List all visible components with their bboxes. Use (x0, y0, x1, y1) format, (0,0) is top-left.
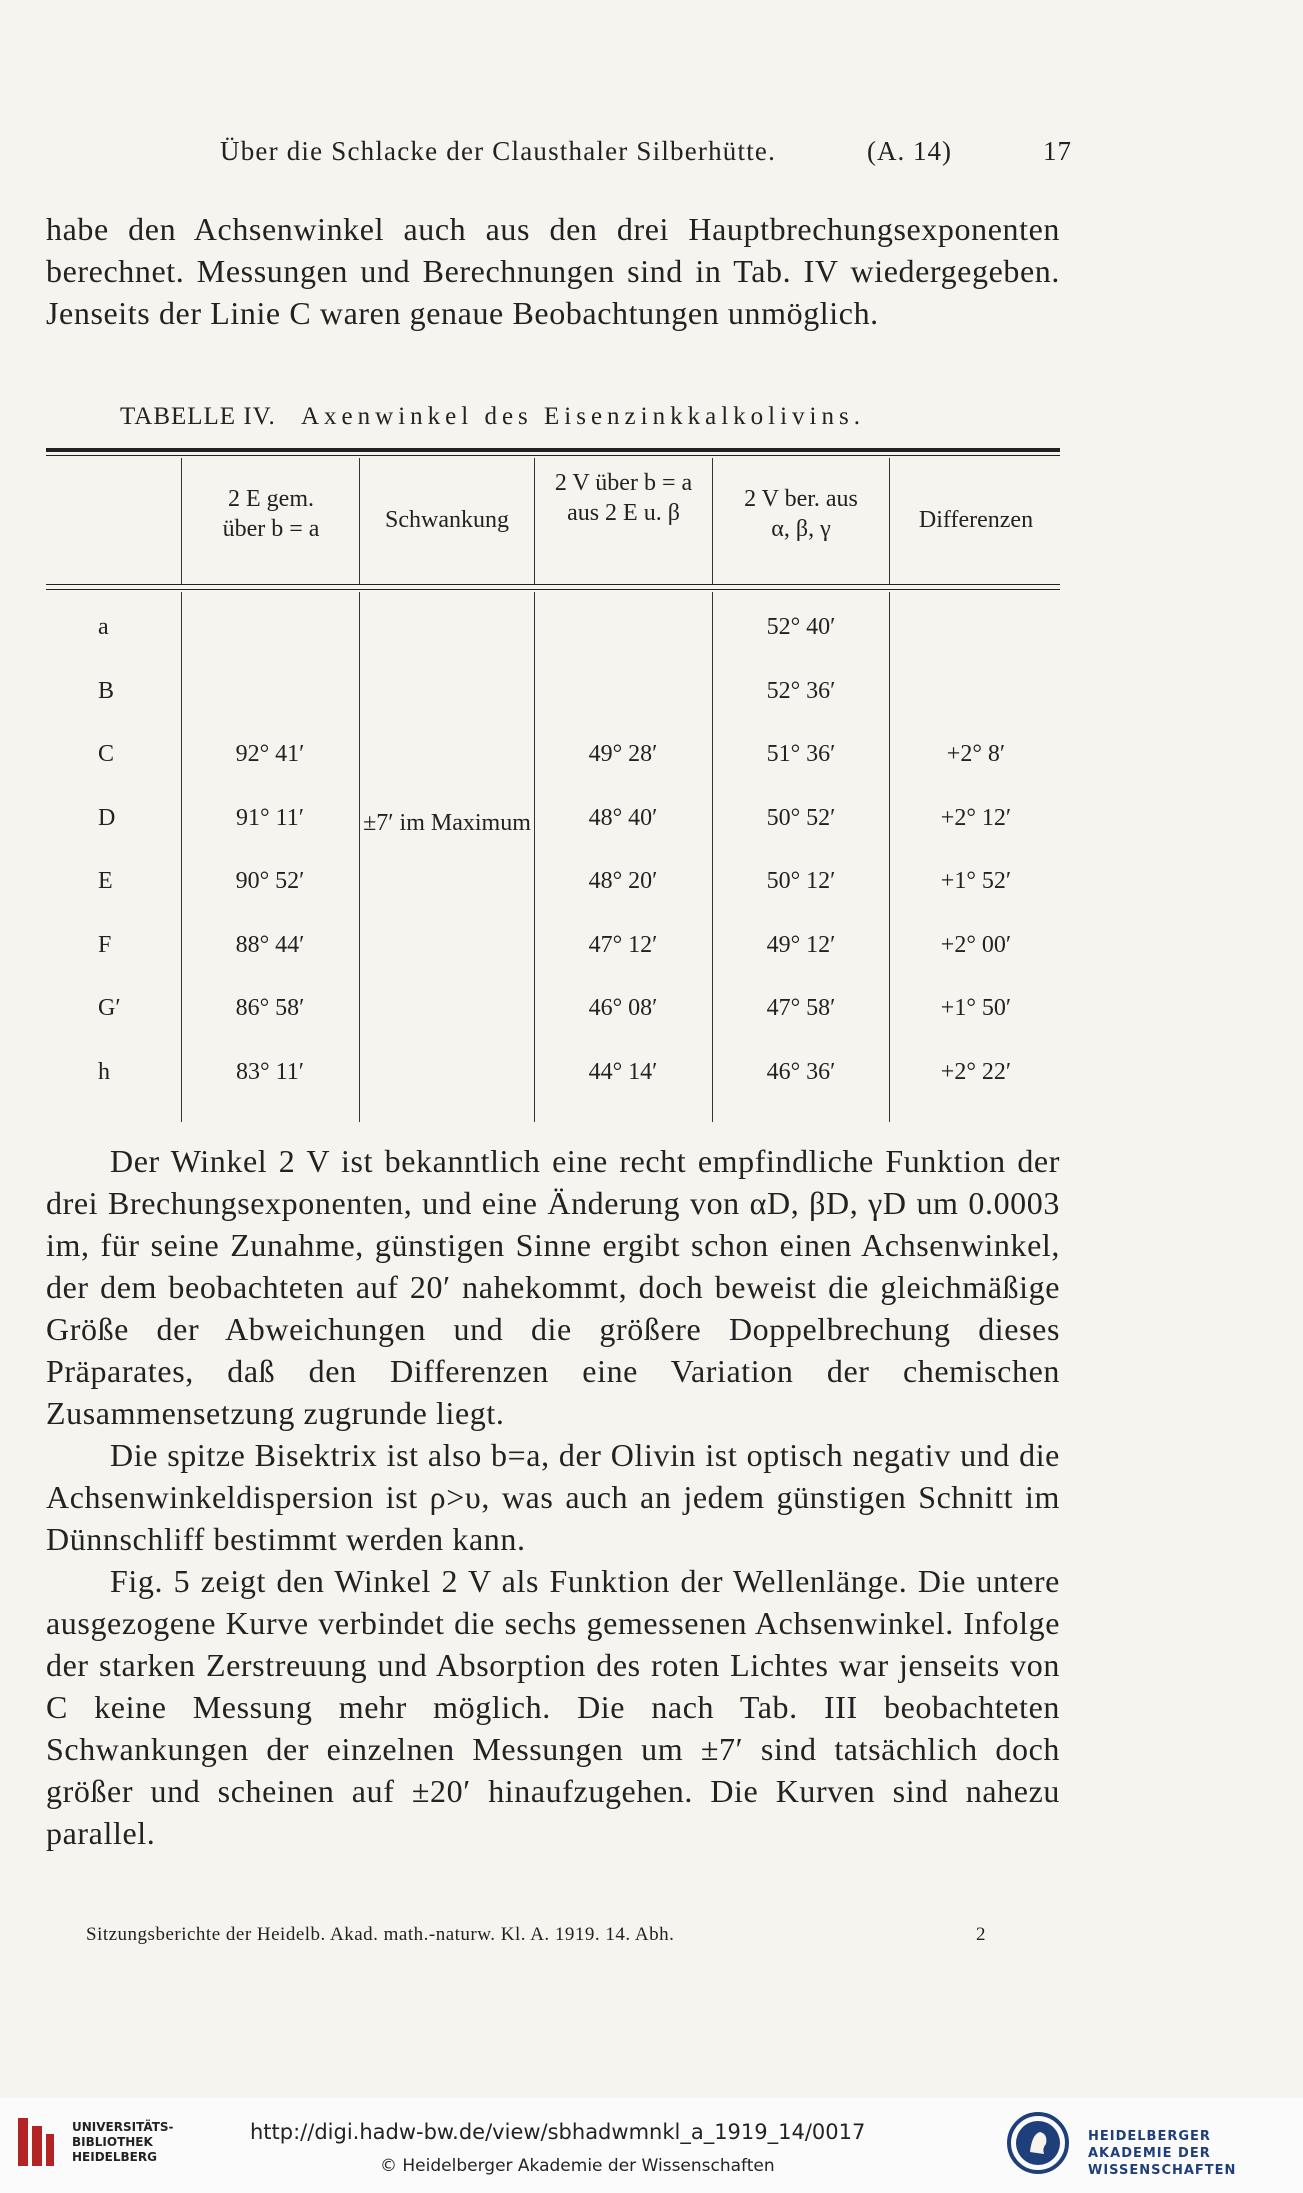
cell-2v-ber: 50° 52′ (766, 804, 836, 831)
row-label: h (98, 1058, 110, 1085)
cell-differenz: +1° 52′ (940, 868, 1012, 894)
cell-2v-aus-2e: 48° 40′ (588, 804, 658, 831)
table-top-rule-thin (46, 455, 1060, 456)
col-divider (359, 458, 360, 584)
cell-2v-aus-2e: 44° 14′ (588, 1058, 658, 1085)
table-top-rule (46, 448, 1060, 452)
cell-2e: 86° 58′ (235, 995, 305, 1021)
copyright-notice: © Heidelberger Akademie der Wissenschaften (380, 2156, 775, 2176)
table-caption-label: TABELLE IV. (120, 403, 276, 430)
body-text (46, 1140, 1060, 1854)
academy-name: HEIDELBERGER AKADEMIE DER WISSENSCHAFTEN (1088, 2129, 1237, 2178)
col-divider (712, 592, 713, 1122)
cell-2e: 90° 52′ (235, 868, 305, 894)
cell-2v-ber: 52° 36′ (766, 677, 836, 704)
cell-2v-ber: 46° 36′ (766, 1058, 836, 1085)
cell-2e: 83° 11′ (236, 1058, 304, 1085)
intro-text: habe den Achsenwinkel auch aus den drei Hauptbrechungsexponenten berechnet. Messungen und Berechnungen sind in Tab. IV wiedergegeben. Jenseits der Linie C waren genaue Beobachtungen unmöglich. (46, 211, 1060, 331)
university-library-logo-icon (14, 2112, 58, 2172)
cell-2v-aus-2e: 46° 08′ (588, 995, 658, 1021)
cell-2e: 91° 11′ (236, 804, 304, 831)
col-divider (534, 458, 535, 584)
page-footer (86, 1924, 986, 1946)
footer-signature: 2 (976, 1924, 986, 1945)
row-label: a (98, 614, 109, 640)
footer-source: Sitzungsberichte der Heidelb. Akad. math.-naturw. Kl. A. 1919. 14. Abh. (86, 1924, 675, 1945)
row-label: D (98, 804, 116, 831)
col-divider (534, 592, 535, 1122)
cell-2v-aus-2e: 47° 12′ (588, 931, 658, 958)
paragraph: Der Winkel 2 V ist bekanntlich eine recht empfindliche Funktion der drei Brechungsexponenten, und eine Änderung von αD, βD, γD um 0.0003 im, für seine Zunahme, günstigen Sinne ergibt schon einen Achsenwinkel, der dem beobachteten auf 20′ nahekommt, doch beweist die gleichmäßige Größe der Abweichungen und die größere Doppelbrechung dieses Präparates, daß den Differenzen eine Variation der chemischen Zusammensetzung zugrunde liegt. (46, 1143, 1060, 1431)
cell-2v-aus-2e: 49° 28′ (588, 741, 658, 767)
row-label: G′ (98, 995, 121, 1021)
table-caption (120, 403, 1000, 431)
running-ref: (A. 14) (867, 136, 953, 166)
row-label: E (98, 868, 113, 894)
running-title: Über die Schlacke der Clausthaler Silberhütte. (220, 136, 777, 166)
cell-2v-ber: 52° 40′ (766, 614, 836, 640)
header-2e: 2 E gem. über b = a (222, 486, 320, 542)
header-2v-aus-2e: 2 V über b = a aus 2 E u. β (554, 470, 693, 526)
cell-2v-aus-2e: 48° 20′ (588, 868, 658, 894)
header-differenzen: Differenzen (918, 507, 1034, 533)
page-number: 17 (1043, 136, 1072, 166)
row-label: B (98, 677, 115, 704)
cell-2v-ber: 50° 12′ (766, 868, 836, 894)
header-2v-ber: 2 V ber. aus α, β, γ (744, 486, 858, 542)
intro-paragraph (46, 208, 1060, 334)
col-divider (359, 592, 360, 1122)
cell-2v-ber: 49° 12′ (766, 931, 836, 958)
academy-seal-icon (1006, 2108, 1070, 2178)
paragraph: Die spitze Bisektrix ist also b=a, der Olivin ist optisch negativ und die Achsenwinkeldispersion ist ρ>υ, was auch an jedem günstigen Schnitt im Dünnschliff bestimmt werden kann. (46, 1437, 1060, 1557)
table-header-rule-2 (46, 589, 1060, 590)
col-divider (181, 592, 182, 1122)
digitization-banner (0, 2098, 1303, 2193)
cell-2e: 92° 41′ (235, 741, 305, 767)
data-table (46, 448, 1060, 1124)
row-label: C (98, 741, 115, 767)
cell-differenz: +1° 50′ (940, 995, 1012, 1021)
schwankung-value: ±7′ im Maximum (363, 810, 531, 836)
cell-differenz: +2° 12′ (940, 804, 1012, 831)
source-url-link[interactable]: http://digi.hadw-bw.de/view/sbhadwmnkl_a_1919_14/0017 (250, 2120, 866, 2144)
cell-2v-ber: 47° 58′ (766, 995, 836, 1021)
col-divider (181, 458, 182, 584)
table-header-rule (46, 584, 1060, 585)
table-caption-title: Axenwinkel des Eisenzinkkalkolivins. (301, 403, 865, 430)
cell-differenz: +2° 22′ (940, 1058, 1012, 1085)
col-divider (889, 458, 890, 584)
running-header (220, 136, 1072, 167)
cell-2e: 88° 44′ (235, 931, 305, 958)
header-schwankung: Schwankung (385, 507, 509, 533)
col-divider (712, 458, 713, 584)
col-divider (889, 592, 890, 1122)
cell-differenz: +2° 8′ (946, 741, 1006, 767)
library-name: UNIVERSITÄTS- BIBLIOTHEK HEIDELBERG (72, 2120, 174, 2164)
row-label: F (98, 931, 112, 958)
cell-2v-ber: 51° 36′ (766, 741, 836, 767)
paragraph: Fig. 5 zeigt den Winkel 2 V als Funktion der Wellenlänge. Die untere ausgezogene Kurve verbindet die sechs gemessenen Achsenwinkel. Infolge der starken Zerstreuung und Absorption des roten Lichtes war jenseits von C keine Messung mehr möglich. Die nach Tab. III beobachteten Schwankungen der einzelnen Messungen um ±7′ sind tatsächlich doch größer und scheinen auf ±20′ hinaufzugehen. Die Kurven sind nahezu parallel. (46, 1563, 1060, 1851)
cell-differenz: +2° 00′ (940, 931, 1012, 958)
